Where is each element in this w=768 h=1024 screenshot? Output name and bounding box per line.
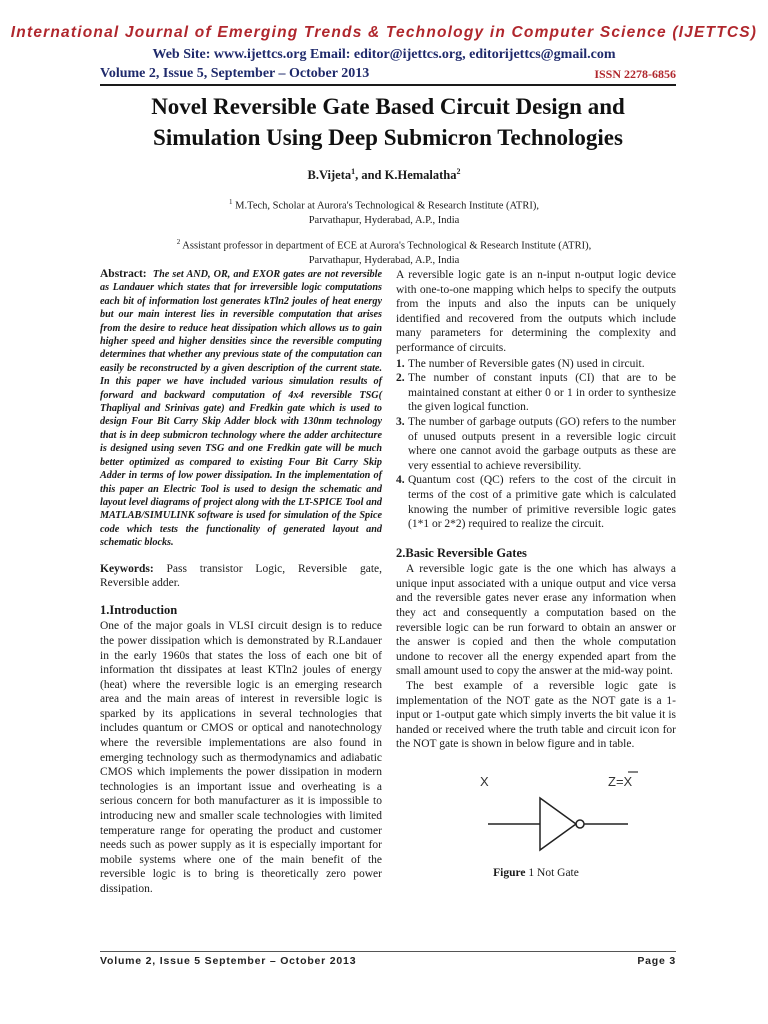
abstract-text: The set AND, OR, and EXOR gates are not reversible as Landauer which states that for irreversible logic computations each bit of information lost generates kTln2 joules of heat energy but our main interest lies in reversible computation that arises from the desire to reduce heat dissipation which allows us to gain higher speed and higher densities since the reversible computing determines that whether any previous state of the computation can easily be reconstructed by a given description of the current state. In this paper we have included various simulation results of forward and backward computation of 4x4 reversible TSG( Thapliyal and Srinivas gate) and Fredkin gate which is used to design Four Bit Carry Skip Adder block with 130nm technology that is in deep submicron technology where the adder architecture is designed using seven TSG and one Fredkin gate will be much better optimized as compared to existing Four Bit Carry Skip Adder in terms of low power dissipation. In the implementation of this paper an Electric Tool is used to design the schematic and layout level diagrams of project along with the LT-SPICE Tool and MATLAB/SIMULINK software is used for simulation of the Spice code which tests the functionality of generated layout and schematic blocks. [100, 269, 383, 549]
abstract [100, 268, 382, 550]
list-item-text: Quantum cost (QC) refers to the cost of the circuit in terms of the cost of a primitive gate which is calculated knowing the number of primitive reversible logic gates (1*1 or 2*2) required to realize the circuit. [408, 474, 676, 531]
journal-title: International Journal of Emerging Trends & Technology in Computer Science (IJETTCS) [10, 24, 758, 41]
figure-not-gate [396, 766, 676, 881]
keywords [100, 562, 382, 591]
list-item-text: The number of garbage outputs (GO) refers to the number of unused outputs present in a reversible logic circuit where one cannot avoid the garbage outputs as these are very essential to achieve reversibility. [408, 415, 676, 472]
list-item [396, 473, 676, 531]
author-2: K.Hemalatha [384, 168, 457, 183]
paper-title: Novel Reversible Gate Based Circuit Design and Simulation Using Deep Submicron Technologies [151, 94, 625, 150]
aff2-sup: 2 [176, 238, 181, 246]
author-and: , and [355, 168, 385, 183]
journal-website: Web Site: www.ijettcs.org Email: editor@ijettcs.org, editorijettcs@gmail.com [152, 47, 616, 62]
list-item-number: 4. [396, 474, 405, 487]
section-2-heading: 2.Basic Reversible Gates [396, 545, 527, 560]
author-1-sup: 1 [351, 167, 356, 176]
author-1: B.Vijeta [307, 168, 352, 183]
page-number: Page 3 [637, 955, 676, 967]
criteria-list [396, 357, 676, 532]
list-item-number: 2. [396, 372, 405, 385]
footer-volume: Volume 2, Issue 5 September – October 2013 [100, 955, 357, 967]
not-gate-text: The best example of a reversible logic gate is implementation of the NOT gate as the NOT gate is a 1-input or 1-output gate which simply inverts the bit value it is handed or received where the truth table and circuit icon for the NOT gate is shown in below figure and in table. [396, 680, 676, 751]
aff1-sup: 1 [229, 198, 233, 206]
figure-caption-label: Figure [493, 867, 526, 879]
list-item-number: 1. [396, 357, 405, 370]
aff2-line1: Assistant professor in department of ECE at Aurora's Technological & Research Institute (ATRI), [180, 240, 592, 252]
list-item [396, 371, 676, 415]
abstract-label: Abstract: [100, 268, 147, 280]
keywords-label: Keywords: [100, 562, 154, 575]
aff1-line1: M.Tech, Scholar at Aurora's Technological & Research Institute (ATRI), [232, 200, 539, 212]
figure-caption-text: 1 Not Gate [525, 867, 579, 879]
list-item-text: The number of constant inputs (CI) that are to be maintained constant at either 0 or 1 in order to synthesize the given logical function. [408, 372, 676, 414]
aff2-line2: Parvathapur, Hyderabad, A.P., India [308, 254, 460, 266]
figure-caption [396, 866, 676, 881]
not-gate-diagram [416, 766, 656, 864]
keywords-text: Pass transistor Logic, Reversible gate, Reversible adder. [100, 562, 382, 590]
not-gate-triangle [540, 798, 576, 850]
footer-rule [100, 951, 676, 952]
list-item [396, 357, 676, 372]
list-item-text: The number of Reversible gates (N) used in circuit. [408, 357, 645, 370]
intro-heading: 1.Introduction [100, 602, 178, 617]
issn: ISSN 2278-6856 [594, 67, 676, 81]
right-column [396, 268, 676, 881]
authors [0, 167, 768, 183]
author-2-sup: 2 [456, 167, 461, 176]
intro-text: One of the major goals in VLSI circuit design is to reduce the power dissipation which is demonstrated by R.Landauer in the early 1960s that states the loss of each one bit of information tht dissipates at least KTln2 joules of energy (heat) where the reversible logic is an emerging research area and the main areas of interest in reversible logic is sparked by its applications in several technologies that includes quantum or CMOS or optical and nanotechnology where the reversible implementations are also found in emerging technology such as thermodynamics and adiabatic CMOS which implements the power dissipation in modern technologies is an important issue and overheating is a serious concern for both manufacturer as it is impossible to introducing new and smaller scale technologies with limited temperature range for operating the product and customer needs such as power supply as it is especially important for mobile systems where one of the main benefit of the reversible logic is to bring is theoretically zero power dissipation. [100, 620, 382, 895]
list-item [396, 415, 676, 473]
basic-gates-text: A reversible logic gate is the one which has always a unique input associated with a unique output and vice versa and the reversible gates never erase any information when they act and consequently a computation based on the reversible logic can be run forward to obtain an answer or the answer is copied and then the whole computation undone to recover all the energy expended apart from the small amount used to copy the answer at the mid-way point. [396, 563, 676, 678]
volume-info: Volume 2, Issue 5, September – October 2013 [100, 66, 370, 81]
affiliation-2 [0, 235, 768, 268]
affiliation-1 [0, 195, 768, 228]
input-label: X [480, 774, 489, 789]
header-rule [100, 84, 676, 86]
list-item-number: 3. [396, 415, 405, 428]
aff1-line2: Parvathapur, Hyderabad, A.P., India [308, 214, 460, 226]
reversible-intro: A reversible logic gate is an n-input n-output logic device with one-to-one mapping which helps to specify the outputs from the inputs and also the inputs can be uniquely identified and recovered from the outputs which include many parameters for determining the complexity and performance of circuits. [396, 269, 676, 354]
output-label: Z=X [608, 774, 633, 789]
left-column [100, 268, 382, 897]
